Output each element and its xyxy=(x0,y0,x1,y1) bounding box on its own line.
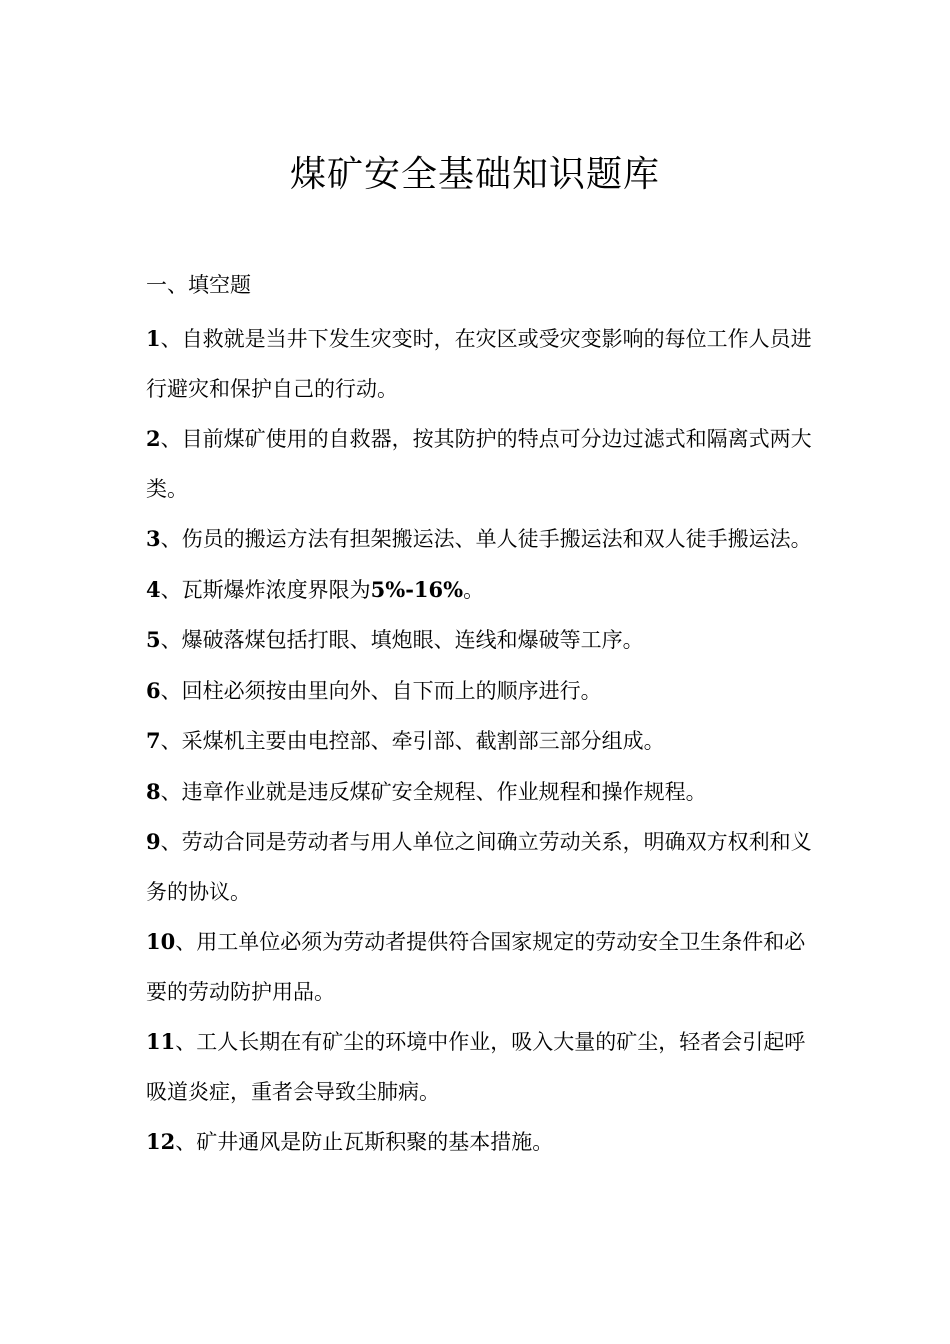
question-text: 、工人长期在有矿尘的环境中作业，吸入大量的矿尘，轻者会引起呼吸道炎症，重者会导致尘肺病。 xyxy=(146,1030,806,1104)
question-item-2 xyxy=(146,414,816,514)
question-number: 11 xyxy=(146,1029,176,1054)
question-text: 、用工单位必须为劳动者提供符合国家规定的劳动安全卫生条件和必要的劳动防护用品。 xyxy=(146,930,806,1004)
question-number: 4 xyxy=(146,576,161,602)
question-item-10 xyxy=(146,917,816,1017)
question-item-11 xyxy=(146,1017,816,1117)
question-text-after: 。 xyxy=(463,577,485,602)
section-heading: 一、填空题 xyxy=(146,273,251,297)
question-text: 、回柱必须按由里向外、自下而上的顺序进行。 xyxy=(160,678,602,703)
question-text: 、劳动合同是劳动者与用人单位之间确立劳动关系，明确双方权利和义务的协议。 xyxy=(146,830,812,904)
question-number: 8 xyxy=(146,778,161,804)
question-number: 3 xyxy=(146,526,161,551)
question-text: 、瓦斯爆炸浓度界限为 xyxy=(160,577,371,602)
question-number: 12 xyxy=(146,1129,176,1154)
question-item-4 xyxy=(146,565,816,616)
question-text: 、爆破落煤包括打眼、填炮眼、连线和爆破等工序。 xyxy=(160,628,644,652)
question-item-1 xyxy=(146,314,816,414)
question-item-8 xyxy=(146,767,816,818)
question-text: 、采煤机主要由电控部、牵引部、截割部三部分组成。 xyxy=(160,729,665,753)
question-number: 9 xyxy=(146,829,161,854)
question-number: 7 xyxy=(146,728,161,753)
question-number: 2 xyxy=(146,426,161,451)
question-item-7 xyxy=(146,716,816,767)
question-number: 1 xyxy=(146,326,161,351)
question-item-12 xyxy=(146,1117,816,1168)
question-item-3 xyxy=(146,514,816,565)
question-item-5 xyxy=(146,615,816,666)
document-title: 煤矿安全基础知识题库 xyxy=(289,154,660,195)
question-number: 5 xyxy=(146,627,161,652)
document-body xyxy=(146,265,816,1168)
question-text: 、伤员的搬运方法有担架搬运法、单人徒手搬运法和双人徒手搬运法。 xyxy=(160,527,812,551)
question-item-6 xyxy=(146,666,816,717)
question-text: 、违章作业就是违反煤矿安全规程、作业规程和操作规程。 xyxy=(160,779,707,804)
question-text: 、自救就是当井下发生灾变时，在灾区或受灾变影响的每位工作人员进行避灾和保护自己的行动。 xyxy=(146,327,812,401)
question-number: 10 xyxy=(146,929,176,954)
question-text: 、目前煤矿使用的自救器，按其防护的特点可分边过滤式和隔离式两大类。 xyxy=(146,427,812,501)
question-text: 、矿井通风是防止瓦斯积聚的基本措施。 xyxy=(175,1130,554,1154)
question-bold-value: 5%-16% xyxy=(370,576,464,602)
question-item-9 xyxy=(146,817,816,917)
question-number: 6 xyxy=(146,677,161,703)
